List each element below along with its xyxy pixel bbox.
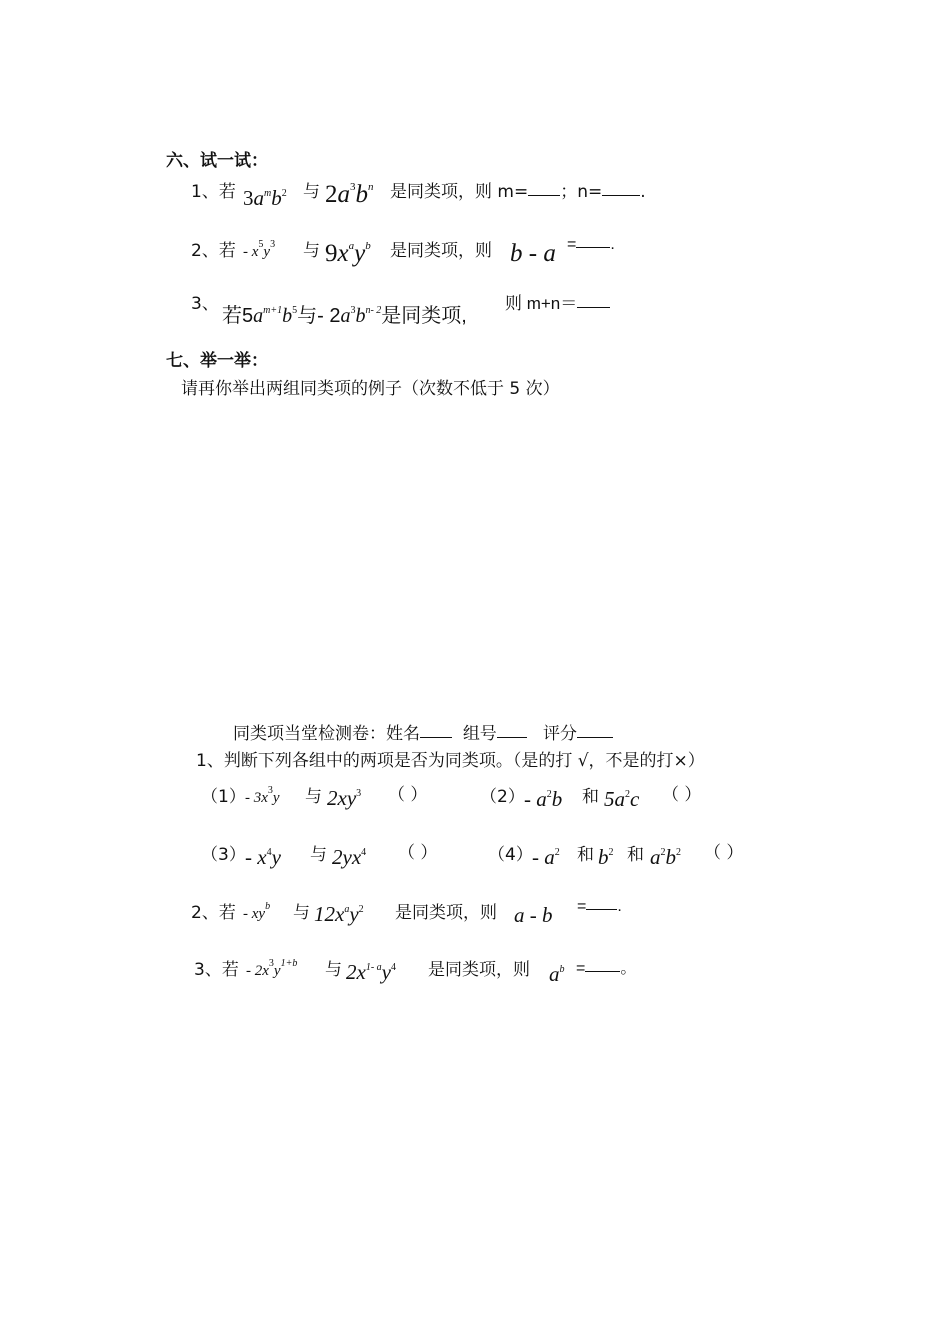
quiz-q2-yu: 与 [293,903,310,923]
q6-2-term2: $9x^ay^b$ [325,240,371,267]
section-6-heading: 六、试一试： [166,151,268,171]
blank-a-pow-b[interactable] [585,970,620,972]
blank-b-minus-a[interactable] [576,246,610,248]
blank-a-minus-b[interactable] [586,908,617,910]
blank-m-plus-n[interactable] [577,306,610,308]
item-1-conj: 与 [305,787,322,807]
q6-3-number: 3、 [191,294,219,314]
section-7-heading: 七、举一举： [166,351,268,371]
item-4-term-b: $b^2$ [598,845,614,869]
q6-1-answer-line: 是同类项，则 m= ；n= . [390,182,646,202]
item-4-term-c: $a^2b^2$ [650,845,681,869]
item-1-term-a: - $3x^3y$ [245,785,280,806]
q6-2-number: 2、若 [191,241,236,261]
quiz-q2-term2: $12x^ay^2$ [314,902,364,926]
quiz-q3-number: 3、若 [194,960,239,980]
q6-3-condition: 若$5a^{m+1}b^5$与- $2a^3b^{n- 2}$是同类项, [222,305,467,327]
q6-1-term1: $3a^mb^2$ [243,186,287,210]
blank-score[interactable] [577,736,613,738]
item-3-answer-box[interactable]: （ ） [398,843,438,863]
quiz-q3-term1: - $2x^3y^{1+b}$ [246,958,298,979]
q6-1-term2: $2a^3b^n$ [325,181,374,208]
item-2-answer-box[interactable]: （ ） [662,785,702,805]
quiz-q3-yu: 与 [325,960,342,980]
item-3-term-b: $2yx^4$ [332,845,367,869]
item-3-label: （3） [201,845,246,865]
item-2-term-a: - $a^2b$ [524,787,563,811]
quiz-q2-tail: 是同类项，则 [395,903,497,923]
item-3-term-a: - $x^4y$ [245,845,281,869]
quiz-q2-answer: = . [577,898,622,915]
quiz-q3-power: $a^b$ [549,962,565,986]
q6-2-tail: 是同类项，则 [390,241,492,261]
quiz-q2-term1: - $xy^b$ [243,901,271,922]
item-4-conj-2: 和 [627,845,644,865]
item-4-term-a: - $a^2$ [532,845,560,869]
item-1-answer-box[interactable]: （ ） [388,785,428,805]
blank-name[interactable] [420,736,452,738]
q6-3-answer: 则 m+n＝ [505,289,610,314]
section-7-prompt: 请再你举出两组同类项的例子（次数不低于 5 次） [181,379,560,399]
item-1-label: （1） [201,787,246,807]
quiz-q3-tail: 是同类项，则 [428,960,530,980]
blank-n[interactable] [602,194,640,196]
quiz-title: 同类项当堂检测卷：姓名 组号 评分 [233,719,613,744]
quiz-q3-term2: $2x^{1- a}y^4$ [346,960,396,984]
item-1-term-b: $2xy^3$ [327,786,362,810]
q6-1-yu: 与 [303,182,320,202]
item-4-answer-box[interactable]: （ ） [704,843,744,863]
q6-2-expression: b - a [510,240,556,267]
quiz-q2-number: 2、若 [191,903,236,923]
q6-2-term1: - $x^5y^3$ [243,239,276,260]
quiz-q3-answer: = 。 [576,960,637,977]
q6-2-yu: 与 [303,241,320,261]
item-2-conj: 和 [582,787,599,807]
quiz-q1-text: 1、判断下列各组中的两项是否为同类项。（是的打 √，不是的打×） [196,751,705,771]
blank-m[interactable] [528,194,560,196]
q6-1-number: 1、若 [191,182,236,202]
q6-2-answer: = . [567,236,615,253]
quiz-q2-expression: a - b [514,903,553,927]
item-4-label: （4） [488,845,533,865]
item-4-conj: 和 [577,845,594,865]
item-3-conj: 与 [310,845,327,865]
item-2-term-b: $5a^2c$ [604,787,640,811]
blank-group[interactable] [497,736,527,738]
item-2-label: （2） [480,787,525,807]
